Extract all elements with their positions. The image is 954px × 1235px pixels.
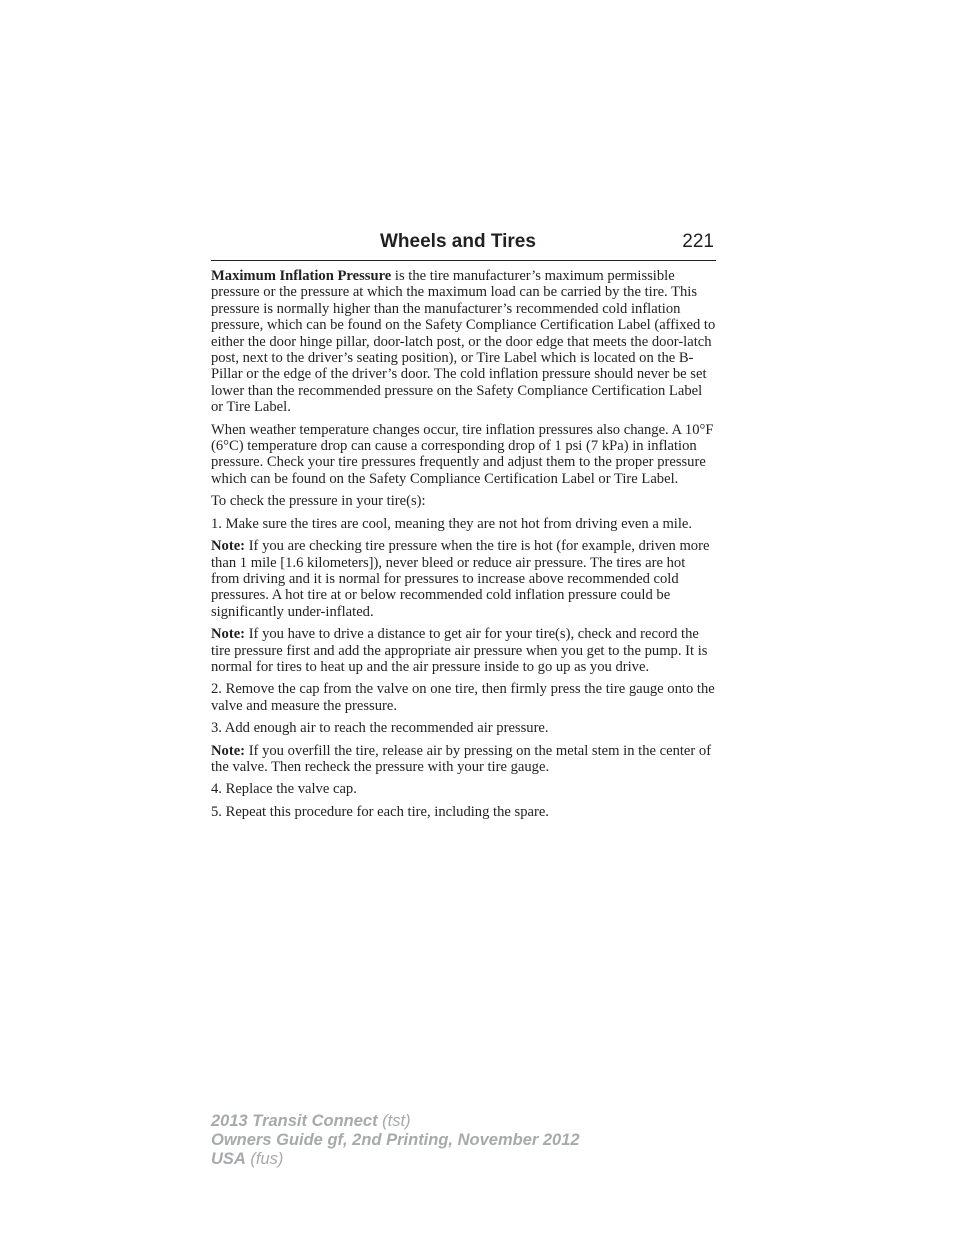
note-drive-distance bbox=[211, 626, 716, 675]
footer-model-code: (tst) bbox=[377, 1112, 411, 1130]
footer-line-3 bbox=[211, 1150, 580, 1169]
step-3: 3. Add enough air to reach the recommended air pressure. bbox=[211, 720, 549, 737]
term-max-inflation: Maximum Inflation Pressure bbox=[211, 268, 392, 284]
step-2: 2. Remove the cap from the valve on one tire, then firmly press the tire gauge onto the valve and measure the pressure. bbox=[211, 681, 715, 714]
footer-market: USA bbox=[211, 1150, 246, 1168]
body-text bbox=[211, 268, 716, 826]
page-header bbox=[211, 230, 716, 261]
note-label: Note: bbox=[211, 742, 246, 759]
footer-line-2 bbox=[211, 1131, 580, 1150]
page-footer bbox=[211, 1112, 580, 1169]
step-1: 1. Make sure the tires are cool, meaning they are not hot from driving even a mile. bbox=[211, 515, 693, 532]
note-label: Note: bbox=[211, 538, 246, 555]
note-label: Note: bbox=[211, 626, 246, 643]
note-text: If you overfill the tire, release air by pressing on the metal stem in the center of the valve. Then recheck the pressure with your tire gauge. bbox=[211, 742, 712, 775]
note-text: If you have to drive a distance to get air for your tire(s), check and record the tire pressure first and add the appropriate air pressure when you get to the pump. It is normal for tires to heat up and the air pressure inside to go up as you drive. bbox=[211, 626, 708, 675]
footer-printing: Owners Guide gf, 2nd Printing, November 2012 bbox=[211, 1131, 580, 1149]
paragraph-text: is the tire manufacturer’s maximum permissible pressure or the pressure at which the maximum load can be carried by the tire. This pressure is normally higher than the manufacturer’s recommended cold inflation pressure, which can be found on the Safety Compliance Certification Label (affixed to either the door hinge pillar, door-latch post, or the door edge that meets the door-latch post, next to the driver’s seating position), or Tire Label which is located on the B-Pillar or the edge of the driver’s door. The cold inflation pressure should never be set lower than the recommended pressure on the Safety Compliance Certification Label or Tire Label. bbox=[211, 268, 716, 416]
paragraph-max-inflation bbox=[211, 268, 716, 416]
note-text: If you are checking tire pressure when the tire is hot (for example, driven more than 1 mile [1.6 kilometers]), never bleed or reduce air pressure. The tires are hot from driving and it is normal for pressures to increase above recommended cold pressures. A hot tire at or below recommended cold inflation pressure could be significantly under-inflated. bbox=[211, 538, 710, 620]
note-hot-tire bbox=[211, 538, 716, 620]
page-number: 221 bbox=[682, 231, 714, 252]
section-title: Wheels and Tires bbox=[380, 231, 536, 252]
paragraph-intro-steps: To check the pressure in your tire(s): bbox=[211, 493, 426, 510]
paragraph-temperature: When weather temperature changes occur, tire inflation pressures also change. A 10°F (6°C) temperature drop can cause a corresponding drop of 1 psi (7 kPa) in inflation pressure. Check your tire pressures frequently and adjust them to the proper pressure which can be found on the Safety Compliance Certification Label or Tire Label. bbox=[211, 421, 714, 487]
footer-line-1 bbox=[211, 1112, 580, 1131]
step-5: 5. Repeat this procedure for each tire, including the spare. bbox=[211, 803, 549, 820]
footer-model: 2013 Transit Connect bbox=[211, 1112, 378, 1130]
footer-market-code: (fus) bbox=[245, 1150, 284, 1168]
step-4: 4. Replace the valve cap. bbox=[211, 781, 357, 798]
note-overfill bbox=[211, 743, 716, 776]
